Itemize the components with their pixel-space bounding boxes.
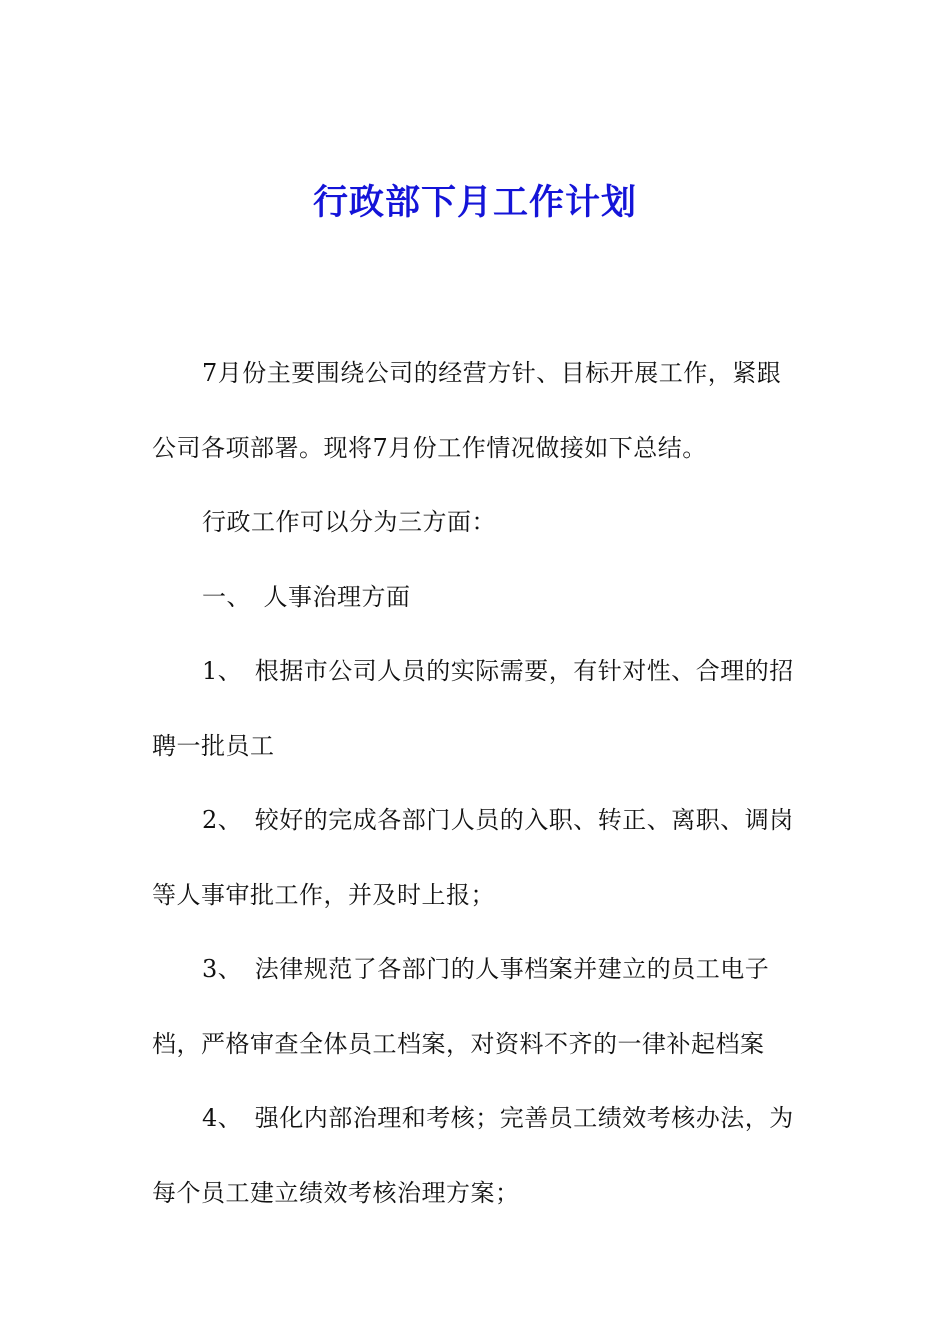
list-item-3: 3、 法律规范了各部门的人事档案并建立的员工电子档，严格审查全体员工档案，对资料不齐的一律补起档案	[152, 955, 770, 1058]
section-heading-personnel: 一、 人事治理方面	[202, 582, 411, 611]
document-title: 行政部下月工作计划	[312, 182, 637, 223]
paragraph-overview: 行政工作可以分为三方面：	[202, 508, 496, 536]
list-item-4: 4、 强化内部治理和考核；完善员工绩效考核办法，为每个员工建立绩效考核治理方案；	[152, 1104, 794, 1207]
paragraph-intro: 7月份主要围绕公司的经营方针、目标开展工作，紧跟公司各项部署。现将7月份工作情况做接如下总结。	[152, 359, 782, 462]
list-item-1: 1、 根据市公司人员的实际需要，有针对性、合理的招聘一批员工	[152, 657, 794, 760]
list-item-2: 2、 较好的完成各部门人员的入职、转正、离职、调岗等人事审批工作，并及时上报；	[152, 806, 794, 909]
document-body	[152, 336, 802, 1230]
